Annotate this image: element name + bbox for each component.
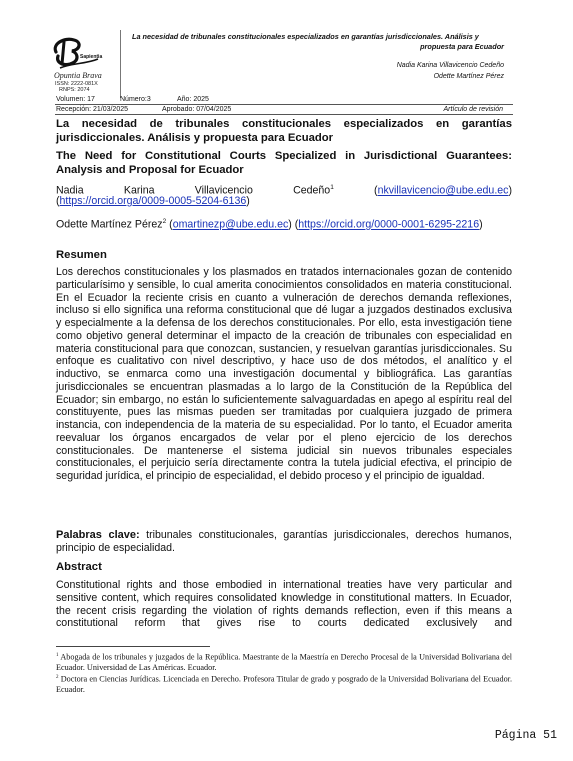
keywords bbox=[56, 529, 512, 555]
author-1-footnote-ref: 1 bbox=[330, 184, 334, 191]
received-date: Recepción: 21/03/2025 bbox=[56, 106, 128, 113]
author-1: Nadia Karina Villavicencio Cedeño$^1$ (nkvillavicencio@ube.edu.ec) bbox=[56, 184, 512, 197]
running-title bbox=[132, 32, 504, 52]
footnote-2 bbox=[56, 673, 512, 695]
footnote-2-text: Doctora en Ciencias Jurídicas. Licenciada en Derecho. Profesora Titular de grado y posgrado de la Universidad Bolivariana del Ecuador. Ecuador. bbox=[56, 674, 513, 694]
author-1-orcid-line: (https://orcid.orga/0009-0005-5204-6136) bbox=[56, 195, 250, 207]
author-2-orcid-link[interactable]: https://orcid.org/0000-0001-6295-2216 bbox=[298, 218, 480, 231]
author-1-orcid-link[interactable]: https://orcid.orga/0009-0005-5204-6136 bbox=[59, 195, 247, 207]
page-number: Página 51 bbox=[494, 729, 557, 742]
author-2-email-link[interactable]: omartinezp@ube.edu.ec bbox=[172, 218, 289, 231]
author-2: Odette Martínez Pérez$^2$ (omartinezp@ube.edu.ec) (https://orcid.org/0000-0001-6295-2216) bbox=[56, 218, 483, 231]
article-type: Artículo de revisión bbox=[443, 106, 503, 113]
approved-date: Aprobado: 07/04/2025 bbox=[162, 106, 232, 113]
title-english: The Need for Constitutional Courts Specialized in Jurisdictional Guarantees: Analysis and Proposal for Ecuador bbox=[56, 150, 512, 176]
issn: ISSN: 2222-081X bbox=[55, 81, 98, 87]
issue-number: Número:3 bbox=[120, 96, 151, 103]
rnps: RNPS: 2074 bbox=[59, 87, 90, 93]
logo-wordmark: Sapientia bbox=[80, 54, 103, 60]
footnote-1-number: 1 bbox=[56, 653, 59, 658]
running-authors bbox=[397, 60, 504, 82]
keywords-label: Palabras clave: bbox=[56, 529, 140, 541]
footnote-2-number: 2 bbox=[56, 675, 59, 680]
volume: Volumen: 17 bbox=[56, 96, 95, 103]
header-rule-bottom bbox=[55, 114, 513, 115]
footnote-1 bbox=[56, 651, 512, 673]
abstract-text: Constitutional rights and those embodied in international treaties have very particular and sensitive content, which requires consolidated knowledge in constitutional matters. In Ecuador, the recent crisis regarding the violation of rights demands reflection, even if this means a constitutional reform that gives rise to courts dedicated exclusively and bbox=[56, 579, 512, 630]
author-2-name: Odette Martínez Pérez bbox=[56, 218, 163, 231]
author-1-name: Nadia Karina Villavicencio Cedeño bbox=[56, 184, 331, 197]
footnote-1-text: Abogada de los tribunales y juzgados de la República. Maestrante de la Maestría en Derecho Procesal de la Universidad Bolivariana del Ecuador. Universidad de Las Américas. Ecuador. bbox=[56, 652, 512, 672]
running-title-line2: propuesta para Ecuador bbox=[420, 42, 504, 51]
header-divider bbox=[120, 30, 121, 98]
journal-name: Opuntia Brava bbox=[54, 71, 102, 80]
author-2-footnote-ref: 2 bbox=[162, 218, 167, 225]
running-author-1: Nadia Karina Villavicencio Cedeño bbox=[396, 62, 504, 69]
footnote-separator bbox=[56, 646, 210, 647]
year: Año: 2025 bbox=[177, 96, 209, 103]
title-spanish: La necesidad de tribunales constitucionales especializados en garantías jurisdiccionales. Análisis y propuesta para Ecuador bbox=[56, 118, 512, 144]
resumen-text: Los derechos constitucionales y los plasmados en tratados internacionales gozan de contenido particularísimo y sensible, lo cual amerita conocimientos consolidados en materia constitucional. En el Ecuador la reciente crisis en cuanto a vulneración de derechos demanda reflexiones, incluso si ello significa una reforma constitucional que dé lugar a juzgados destinados exclusiva y especialmente a la defensa de los derechos constitucionales. Por ello, esta investigación tiene como objetivo general determinar el impacto de la creación de tribunales con especialidad en materia constitucional para que conozcan, sustancien, y resuelvan garantías jurisdiccionales. Su enfoque es cualitativo con nivel descriptivo, y hace uso de dos métodos, el analítico y el inductivo, se enmarca como una investigación documental y bibliográfica. Las garantías jurisdiccionales se encuentran plasmadas a lo largo de la Constitución de la República del Ecuador; sin embargo, no están lo suficientemente salvaguardadas en apego al espíritu real del constituyente, pues las mismas pueden ser tramitadas por cualquiera juzgado de primera instancia, con independencia de la materia de su especialidad. Por lo tanto, el Ecuador amerita reevaluar los órganos encargados de velar por el pleno ejercicio de los derechos constitucionales. De mantenerse el sistema judicial sin nuevos tribunales especiales constitucionales, el perjuicio sería directamente contra la tutela judicial efectiva, el principio de seguridad jurídica, el principio de especialidad, el debido proceso y el principio de igualdad. bbox=[56, 266, 512, 482]
running-title-line1: La necesidad de tribunales constitucionales especializados en garantías jurisdiccionales. Análisis y bbox=[132, 32, 479, 41]
abstract-heading: Abstract bbox=[56, 561, 102, 573]
author-1-email-link[interactable]: nkvillavicencio@ube.edu.ec bbox=[377, 184, 509, 197]
header-rule-top bbox=[55, 104, 513, 105]
resumen-heading: Resumen bbox=[56, 249, 107, 261]
keywords-text: tribunales constitucionales, garantías jurisdiccionales, derechos humanos, principio de especialidad. bbox=[56, 529, 512, 554]
running-author-2: Odette Martínez Pérez bbox=[433, 73, 504, 80]
